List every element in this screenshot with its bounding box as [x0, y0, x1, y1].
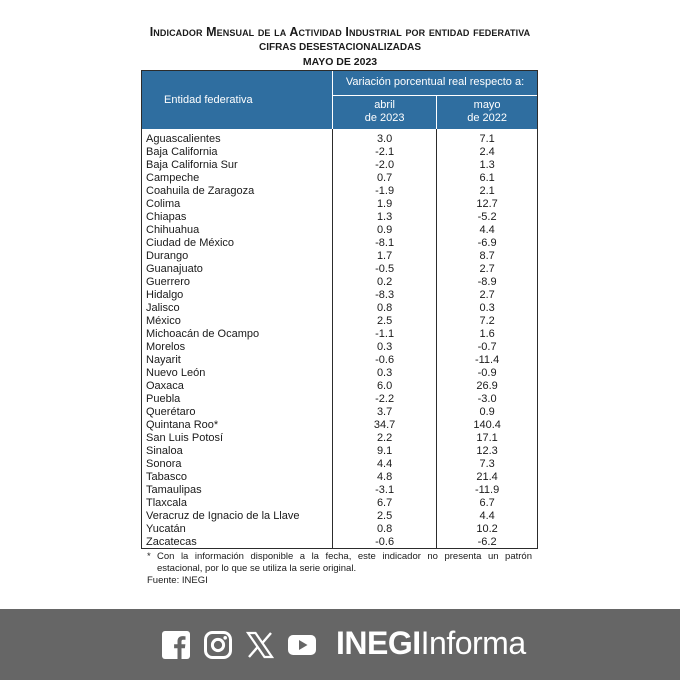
- cell-may-2022: 0.9: [479, 406, 495, 418]
- youtube-icon[interactable]: [288, 631, 316, 659]
- cell-entity: San Luis Potosí: [142, 432, 332, 445]
- cell-may-2022: 6.7: [479, 497, 495, 509]
- cell-april-2023: 2.5: [332, 315, 436, 328]
- table-row: [142, 341, 537, 354]
- cell-april-2023: 1.3: [332, 211, 436, 224]
- cell-may-2022: -11.9: [474, 484, 500, 496]
- x-icon[interactable]: [246, 631, 274, 659]
- cell-may-2022: 4.4: [479, 510, 495, 522]
- subheader-line: de 2023: [364, 112, 405, 125]
- table-row: [142, 224, 537, 237]
- cell-entity: Baja California: [142, 146, 332, 159]
- table-row: [142, 250, 537, 263]
- cell-may-2022: 2.7: [479, 289, 495, 301]
- cell-may-2022: 1.3: [479, 159, 495, 171]
- cell-entity: Baja California Sur: [142, 159, 332, 172]
- cell-april-2023: -2.1: [332, 146, 436, 159]
- cell-may-2022: 12.7: [476, 198, 498, 210]
- cell-entity: Veracruz de Ignacio de la Llave: [142, 510, 332, 523]
- table-row: [142, 172, 537, 185]
- cell-entity: Tamaulipas: [142, 484, 332, 497]
- cell-entity: Hidalgo: [142, 289, 332, 302]
- table-row: [142, 315, 537, 328]
- cell-entity: Yucatán: [142, 523, 332, 536]
- cell-entity: Sinaloa: [142, 445, 332, 458]
- cell-entity: Guanajuato: [142, 263, 332, 276]
- table-row: [142, 510, 537, 523]
- cell-april-2023: -3.1: [332, 484, 436, 497]
- subheader-line: mayo: [473, 99, 501, 112]
- cell-entity: Morelos: [142, 341, 332, 354]
- table-row: [142, 432, 537, 445]
- brand-regular: Informa: [420, 625, 526, 661]
- cell-entity: Querétaro: [142, 406, 332, 419]
- cell-may-2022: 12.3: [476, 445, 498, 457]
- table-row: [142, 523, 537, 536]
- column-header-april-2023: [332, 95, 436, 129]
- cell-april-2023: 0.2: [332, 276, 436, 289]
- footer-bar: [0, 609, 680, 680]
- title-block: [0, 24, 680, 69]
- cell-april-2023: 2.2: [332, 432, 436, 445]
- table-row: [142, 328, 537, 341]
- cell-may-2022: -0.9: [477, 367, 497, 379]
- table-row: [142, 471, 537, 484]
- cell-april-2023: 0.9: [332, 224, 436, 237]
- subheader-line: de 2022: [467, 112, 507, 125]
- cell-may-2022: -6.9: [477, 237, 497, 249]
- cell-may-2022: 7.3: [479, 458, 495, 470]
- cell-april-2023: 4.4: [332, 458, 436, 471]
- table-row: [142, 146, 537, 159]
- cell-april-2023: 3.0: [332, 129, 436, 146]
- table-row: [142, 419, 537, 432]
- table-row: [142, 211, 537, 224]
- table-row: [142, 159, 537, 172]
- cell-entity: Oaxaca: [142, 380, 332, 393]
- cell-may-2022: -0.7: [477, 341, 497, 353]
- table-row: [142, 393, 537, 406]
- cell-april-2023: 0.8: [332, 302, 436, 315]
- cell-april-2023: 0.3: [332, 367, 436, 380]
- cell-may-2022: 7.1: [479, 133, 495, 145]
- source-note: Fuente: INEGI: [147, 575, 208, 586]
- footnote-marker: *: [147, 551, 151, 562]
- cell-april-2023: -2.0: [332, 159, 436, 172]
- column-header-entity: Entidad federativa: [142, 71, 332, 129]
- cell-april-2023: 6.7: [332, 497, 436, 510]
- cell-april-2023: 1.9: [332, 198, 436, 211]
- subheader-line: abril: [374, 99, 395, 112]
- social-icons: [162, 631, 316, 659]
- cell-entity: Nayarit: [142, 354, 332, 367]
- cell-entity: Michoacán de Ocampo: [142, 328, 332, 341]
- cell-entity: Guerrero: [142, 276, 332, 289]
- facebook-icon[interactable]: [162, 631, 190, 659]
- cell-may-2022: 21.4: [476, 471, 498, 483]
- inegi-informa-logo: [336, 623, 526, 663]
- cell-april-2023: 0.3: [332, 341, 436, 354]
- table-row: [142, 185, 537, 198]
- cell-april-2023: -2.2: [332, 393, 436, 406]
- table-row: [142, 536, 537, 549]
- data-table-frame: [141, 70, 538, 549]
- table-row: [142, 406, 537, 419]
- cell-entity: Zacatecas: [142, 536, 332, 549]
- cell-may-2022: 4.4: [479, 224, 495, 236]
- cell-may-2022: -6.2: [477, 536, 497, 548]
- cell-april-2023: 4.8: [332, 471, 436, 484]
- table-row: [142, 380, 537, 393]
- table-row: [142, 458, 537, 471]
- data-table: [142, 71, 537, 549]
- page-title: Indicador Mensual de la Actividad Industrial por entidad federativa: [149, 25, 531, 39]
- table-row: [142, 367, 537, 380]
- cell-may-2022: 2.4: [479, 146, 495, 158]
- footnote: [147, 551, 532, 587]
- cell-may-2022: 6.1: [479, 172, 495, 184]
- table-row: [142, 276, 537, 289]
- cell-april-2023: 3.7: [332, 406, 436, 419]
- cell-entity: Chiapas: [142, 211, 332, 224]
- cell-entity: Aguascalientes: [142, 129, 332, 146]
- cell-entity: Quintana Roo*: [142, 419, 332, 432]
- cell-entity: Colima: [142, 198, 332, 211]
- table-row: [142, 289, 537, 302]
- cell-may-2022: 8.7: [479, 250, 495, 262]
- table-row: [142, 484, 537, 497]
- cell-may-2022: 1.6: [479, 328, 495, 340]
- table-row: [142, 497, 537, 510]
- cell-entity: Durango: [142, 250, 332, 263]
- cell-entity: Chihuahua: [142, 224, 332, 237]
- cell-april-2023: -0.6: [332, 354, 436, 367]
- cell-april-2023: 9.1: [332, 445, 436, 458]
- instagram-icon[interactable]: [204, 631, 232, 659]
- page-period: MAYO DE 2023: [302, 56, 378, 68]
- cell-may-2022: 10.2: [476, 523, 498, 535]
- cell-may-2022: -3.0: [477, 393, 497, 405]
- cell-entity: México: [142, 315, 332, 328]
- cell-april-2023: -8.1: [332, 237, 436, 250]
- column-header-may-2022: [437, 95, 537, 129]
- cell-entity: Sonora: [142, 458, 332, 471]
- cell-may-2022: -5.2: [477, 211, 497, 223]
- cell-april-2023: -0.5: [332, 263, 436, 276]
- cell-april-2023: 1.7: [332, 250, 436, 263]
- table-row: [142, 445, 537, 458]
- cell-april-2023: -1.1: [332, 328, 436, 341]
- cell-entity: Tlaxcala: [142, 497, 332, 510]
- cell-entity: Campeche: [142, 172, 332, 185]
- cell-april-2023: -1.9: [332, 185, 436, 198]
- table-row: [142, 354, 537, 367]
- table-row: [142, 237, 537, 250]
- cell-april-2023: -0.6: [332, 536, 436, 549]
- footnote-text: Con la información disponible a la fecha, este indicador no presenta un patrón estacional, por lo que se utiliza la serie original.: [157, 551, 532, 574]
- cell-entity: Puebla: [142, 393, 332, 406]
- table-body: [142, 129, 537, 549]
- table-row: [142, 129, 537, 146]
- cell-may-2022: 2.7: [479, 263, 495, 275]
- cell-may-2022: -8.9: [477, 276, 497, 288]
- column-group-header: Variación porcentual real respecto a:: [332, 71, 537, 95]
- table-row: [142, 263, 537, 276]
- cell-april-2023: 0.8: [332, 523, 436, 536]
- cell-may-2022: 2.1: [479, 185, 495, 197]
- cell-april-2023: 34.7: [332, 419, 436, 432]
- cell-april-2023: -8.3: [332, 289, 436, 302]
- brand-bold: INEGI: [336, 625, 421, 661]
- cell-may-2022: 140.4: [473, 419, 501, 431]
- cell-may-2022: 0.3: [479, 302, 495, 314]
- cell-entity: Ciudad de México: [142, 237, 332, 250]
- cell-entity: Nuevo León: [142, 367, 332, 380]
- cell-may-2022: 17.1: [476, 432, 498, 444]
- cell-may-2022: 7.2: [479, 315, 495, 327]
- cell-entity: Jalisco: [142, 302, 332, 315]
- table-row: [142, 302, 537, 315]
- page-subtitle: CIFRAS DESESTACIONALIZADAS: [258, 42, 422, 53]
- cell-entity: Coahuila de Zaragoza: [142, 185, 332, 198]
- cell-april-2023: 6.0: [332, 380, 436, 393]
- cell-may-2022: 26.9: [476, 380, 498, 392]
- cell-entity: Tabasco: [142, 471, 332, 484]
- cell-april-2023: 0.7: [332, 172, 436, 185]
- cell-april-2023: 2.5: [332, 510, 436, 523]
- table-row: [142, 198, 537, 211]
- footnote-note: [147, 551, 532, 574]
- cell-may-2022: -11.4: [474, 354, 500, 366]
